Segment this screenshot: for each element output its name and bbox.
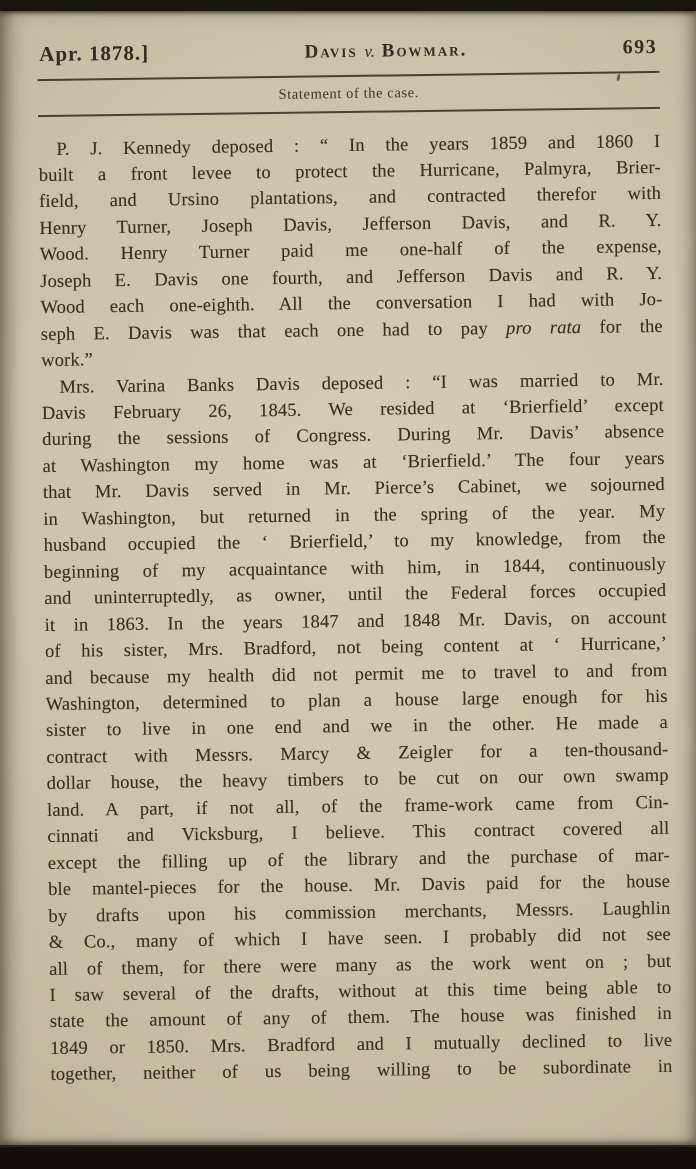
text-line: in Washington, but returned in the spring of the year. My bbox=[43, 501, 666, 530]
scan-edge-bottom bbox=[0, 1145, 696, 1169]
text-segment-italic: pro rata bbox=[505, 317, 582, 339]
text-line: dollar house, the heavy timbers to be cut on our own swamp bbox=[46, 766, 669, 795]
text-line: contract with Messrs. Marcy & Zeigler for a ten-thousand- bbox=[46, 739, 669, 768]
text-line: Mrs. Varina Banks Davis deposed : “I was married to Mr. bbox=[59, 369, 664, 398]
paragraph-varina-davis-deposition bbox=[41, 366, 672, 1088]
scan-edge-top bbox=[0, 0, 696, 11]
text-line: & Co., many of which I have seen. I probably did not see bbox=[48, 924, 671, 954]
text-line: field, and Ursino plantations, and contracted therefor with bbox=[38, 184, 662, 213]
text-line: except the filling up of the library and the purchase of mar- bbox=[47, 845, 670, 874]
text-line: and uninterruptedly, as owner, until the Federal forces occupied bbox=[44, 581, 667, 610]
text-line: state the amount of any of them. The house was finished in bbox=[49, 1004, 672, 1033]
divider-bottom bbox=[38, 107, 660, 117]
text-line: ble mantel-pieces for the house. Mr. Davis paid for the house bbox=[47, 872, 671, 901]
text-line: of his sister, Mrs. Bradford, not being content at ‘ Hurricane,’ bbox=[44, 633, 668, 663]
paragraph-kennedy-deposition bbox=[38, 128, 663, 374]
text-line: it in 1863. In the years 1847 and 1848 Mr. Davis, on account bbox=[44, 607, 667, 636]
page-content bbox=[37, 34, 673, 1089]
text-segment: for the bbox=[581, 316, 663, 338]
section-heading: Statement of the case. bbox=[278, 85, 420, 103]
case-title-plaintiff: Davis bbox=[304, 40, 358, 63]
running-header bbox=[37, 34, 659, 67]
text-line: 1849 or 1850. Mrs. Bradford and I mutually declined to live bbox=[50, 1030, 673, 1059]
text-line: by drafts upon his commission merchants, Messrs. Laughlin bbox=[48, 898, 671, 927]
header-date: Apr. 1878.] bbox=[39, 40, 150, 67]
text-segment: seph E. Davis was that each one had to pay bbox=[40, 318, 507, 345]
divider-top bbox=[38, 71, 660, 81]
text-line: husband occupied the ‘ Brierfield,’ to my knowledge, from the bbox=[43, 528, 666, 557]
text-line: Joseph E. Davis one fourth, and Jefferson Davis and R. Y. bbox=[40, 263, 663, 292]
text-line: sister to live in one end and we in the other. He made a bbox=[45, 713, 669, 742]
text-line: work.” bbox=[41, 350, 94, 372]
text-line: Wood each one-eighth. All the conversation I had with Jo- bbox=[40, 290, 663, 319]
text-line: I saw several of the drafts, without at this time being able to bbox=[49, 977, 672, 1006]
text-line: Davis February 26, 1845. We resided at ‘Brierfield’ except bbox=[41, 395, 664, 425]
text-line: during the sessions of Congress. During Mr. Davis’ absence bbox=[42, 422, 665, 451]
text-line: beginning of my acquaintance with him, in 1844, continuously bbox=[43, 554, 667, 583]
case-title-versus: v. bbox=[364, 41, 376, 61]
case-title-defendant: Bowmar. bbox=[381, 39, 468, 62]
text-line: at Washington my home was at ‘Brierfield.’ The four years bbox=[42, 448, 665, 477]
case-statement-body bbox=[38, 128, 672, 1088]
page-number: 693 bbox=[622, 35, 658, 59]
text-line: Henry Turner, Joseph Davis, Jefferson Davis, and R. Y. bbox=[39, 210, 662, 239]
text-line: that Mr. Davis served in Mr. Pierce’s Cabinet, we sojourned bbox=[42, 475, 666, 504]
text-line: Wood. Henry Turner paid me one-half of the expense, bbox=[39, 237, 662, 266]
text-line: together, neither of us being willing to be subordinate in bbox=[50, 1057, 673, 1086]
text-line: all of them, for there were many as the work went on ; but bbox=[49, 951, 672, 980]
text-line: Washington, determined to plan a house large enough for his bbox=[45, 686, 668, 716]
text-line: and because my health did not permit me to travel to and from bbox=[45, 660, 668, 689]
text-line: built a front levee to protect the Hurricane, Palmyra, Brier- bbox=[38, 157, 661, 187]
text-line: land. A part, if not all, of the frame-work came from Cin- bbox=[46, 792, 670, 821]
text-line: cinnati and Vicksburg, I believe. This contract covered all bbox=[47, 819, 670, 848]
text-line: P. J. Kennedy deposed : “ In the years 1859 and 1860 I bbox=[56, 131, 661, 160]
case-title bbox=[304, 39, 467, 63]
